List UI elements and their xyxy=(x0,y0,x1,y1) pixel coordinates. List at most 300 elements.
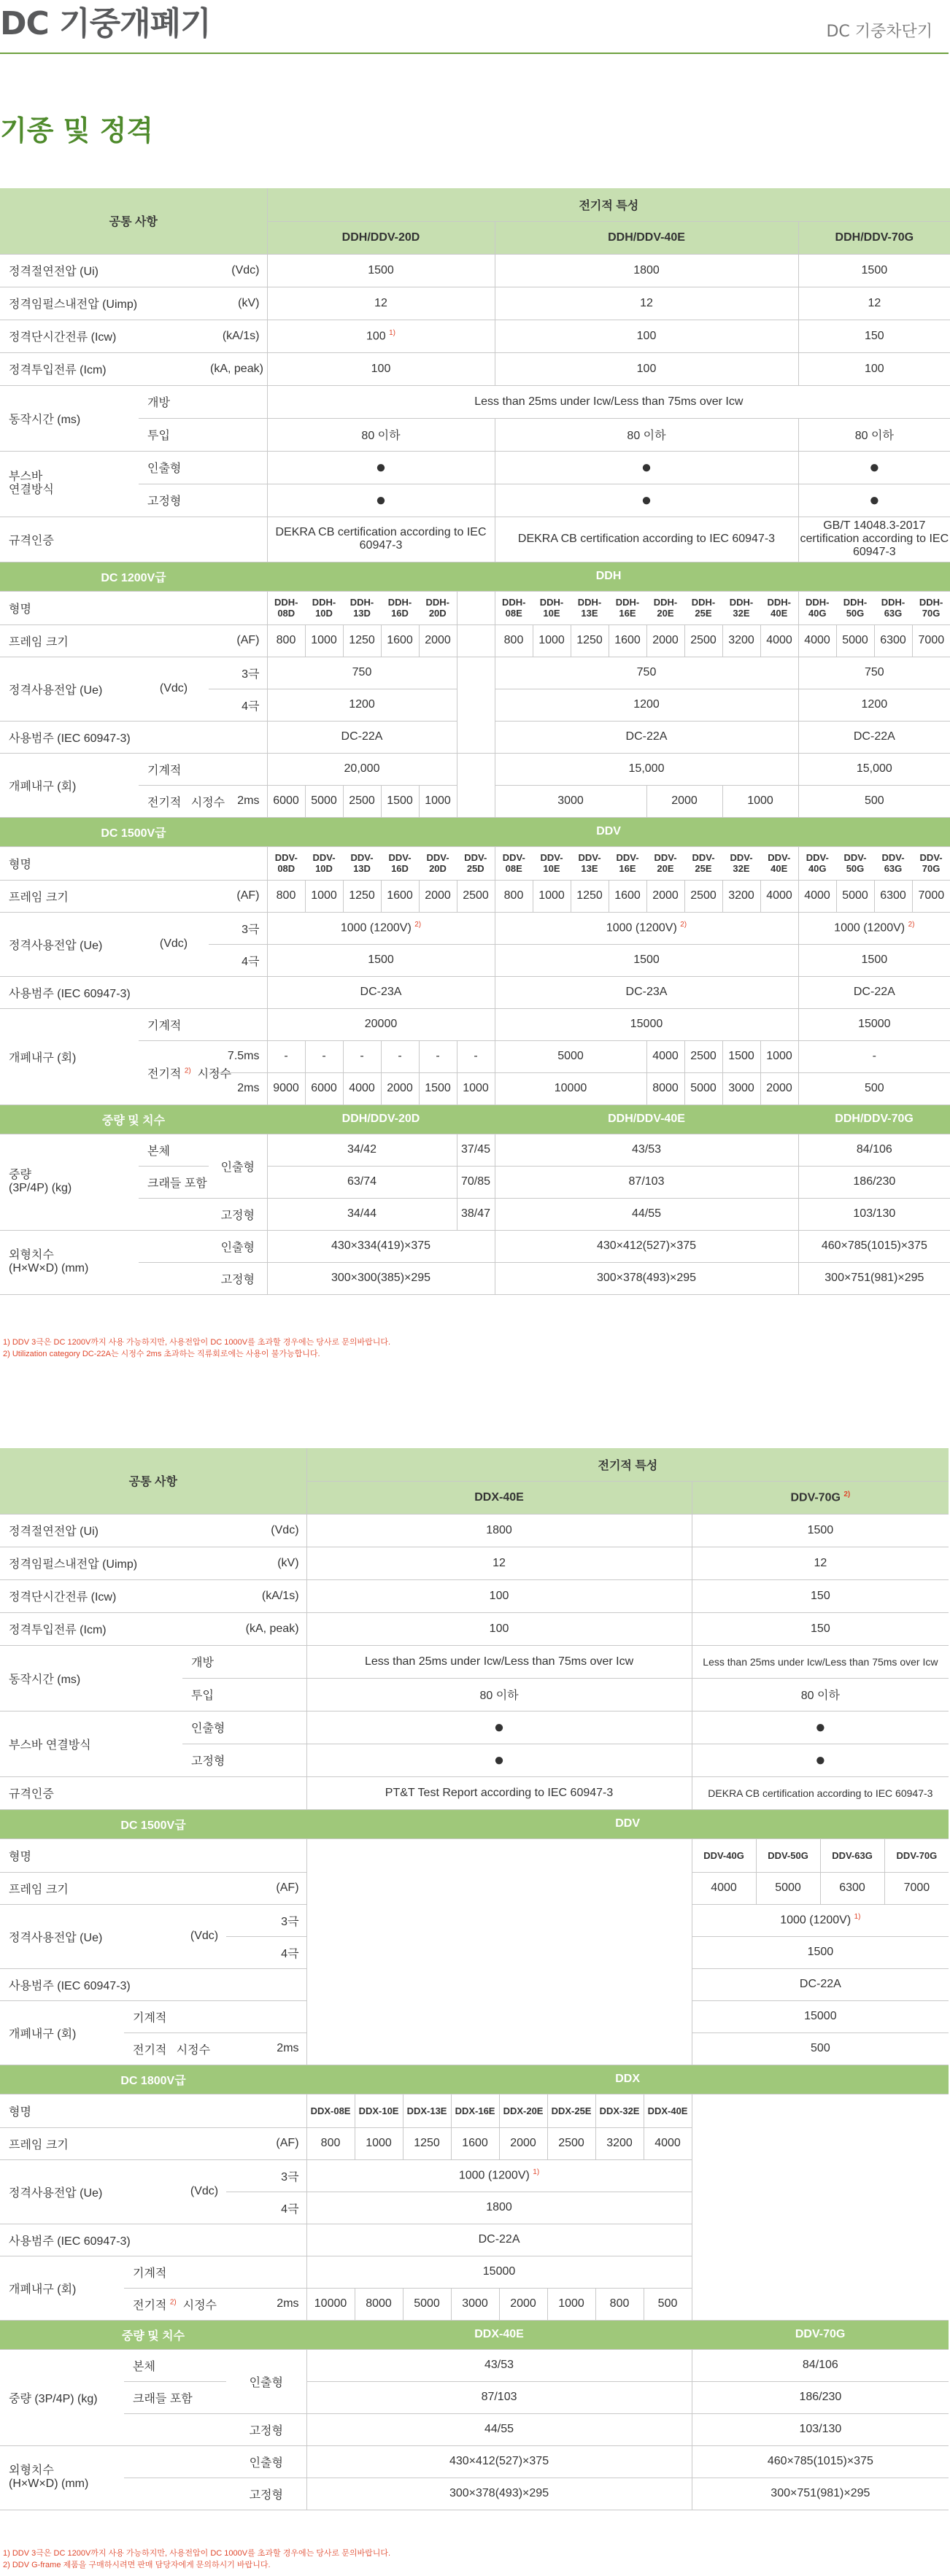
row-sublabel: 기계적 xyxy=(139,1008,267,1040)
cell: 3000 xyxy=(451,2288,499,2320)
row-label: 정격단시간전류 (Icw) xyxy=(0,1579,226,1612)
row-label: 동작시간 (ms) xyxy=(0,1645,182,1711)
row-sublabel: 고정형 xyxy=(139,484,267,517)
cell: 1000 xyxy=(722,785,798,817)
model-cell: DDX-32E xyxy=(595,2094,644,2127)
cell: 430×412(527)×375 xyxy=(306,2445,692,2478)
cell: 87/103 xyxy=(306,2381,692,2413)
dc1500-ue3 xyxy=(0,912,950,944)
model-cell: DDV-08D xyxy=(267,846,305,880)
title-divider xyxy=(0,53,949,54)
cell: 100 $^{1)}$ xyxy=(267,320,495,352)
bullet-icon: ● xyxy=(798,451,950,484)
cell: 7000 xyxy=(884,1872,949,1904)
row-sublabel: 인출형 xyxy=(139,451,267,484)
dims-outer-draw xyxy=(0,1230,950,1262)
cell: 100 xyxy=(306,1579,692,1612)
row-label: 외형치수 (H×W×D) (mm) xyxy=(0,2445,124,2510)
row-unit: 2ms xyxy=(226,2288,306,2320)
cell: 4000 xyxy=(798,624,836,657)
cell: 10000 xyxy=(306,2288,355,2320)
dc1500-models xyxy=(0,846,950,880)
cell: 12 xyxy=(306,1547,692,1579)
row-unit: 2ms xyxy=(226,2032,306,2065)
cell: 5000 xyxy=(684,1072,722,1105)
row-sublabel: 기계적 xyxy=(124,2256,306,2288)
cell: DEKRA CB certification according to IEC 60947-3 xyxy=(267,517,495,562)
empty-cell xyxy=(457,657,495,753)
row-label: 규격인증 xyxy=(0,1776,306,1809)
cell: 1250 xyxy=(571,880,609,912)
cell: 2000 xyxy=(760,1072,798,1105)
model-cell: DDX-10E xyxy=(355,2094,403,2127)
cell: 43/53 xyxy=(306,2349,692,2381)
cell: 44/55 xyxy=(306,2413,692,2445)
model-cell: DDV-25D xyxy=(457,846,495,880)
row-sublabel: 고정형 xyxy=(226,2478,306,2510)
cell: 1000 xyxy=(419,785,457,817)
row-sublabel: 전기적 시정수 xyxy=(124,2032,226,2065)
row-uimp xyxy=(0,1547,949,1579)
cell: 5000 xyxy=(403,2288,451,2320)
model-cell: DDV-13E xyxy=(571,846,609,880)
cell: DEKRA CB certification according to IEC 60947-3 xyxy=(495,517,798,562)
row-label: 사용범주 (IEC 60947-3) xyxy=(0,976,267,1008)
model-cell: DDV-20E xyxy=(646,846,684,880)
dims-fixed xyxy=(0,1198,950,1230)
row-label: 정격사용전압 (Ue) xyxy=(0,912,139,976)
cell: 84/106 xyxy=(798,1134,950,1166)
cell: 800 xyxy=(495,624,533,657)
row-icw xyxy=(0,320,950,352)
row-label: 정격단시간전류 (Icw) xyxy=(0,320,209,352)
cell: 3000 xyxy=(495,785,646,817)
row-sublabel: 고정형 xyxy=(226,2413,306,2445)
model-header-70g: DDH/DDV-70G xyxy=(798,221,950,254)
cell: 80 이하 xyxy=(692,1678,949,1711)
cell: 6300 xyxy=(874,624,912,657)
row-sublabel: 3극 xyxy=(209,912,267,944)
row-op-close xyxy=(0,418,950,451)
row-label: 정격사용전압 (Ue) xyxy=(0,657,139,721)
model-cell: DDX-13E xyxy=(403,2094,451,2127)
cell: 3200 xyxy=(595,2127,644,2159)
dc1500-elec-75 xyxy=(0,1040,950,1072)
row-sublabel: 3극 xyxy=(209,657,267,689)
row-unit: (Vdc) xyxy=(226,1514,306,1547)
page-title: DC 기중개폐기 xyxy=(0,5,211,42)
cell: 460×785(1015)×375 xyxy=(692,2445,949,2478)
cell: 750 xyxy=(798,657,950,689)
cell: DC-23A xyxy=(267,976,495,1008)
row-label: 프레임 크기 xyxy=(0,880,209,912)
cell: - xyxy=(419,1040,457,1072)
row-ui xyxy=(0,1514,949,1547)
bullet-icon: ● xyxy=(692,1711,949,1744)
cell: DC-22A xyxy=(798,976,950,1008)
model-cell: DDH-70G xyxy=(912,591,950,624)
empty-cell xyxy=(457,591,495,624)
row-unit: 2ms xyxy=(209,785,267,817)
model-cell: DDH-40E xyxy=(760,591,798,624)
cell: 1000 (1200V) $^{2)}$ xyxy=(495,912,798,944)
cell: 2000 xyxy=(646,624,684,657)
cell: - xyxy=(305,1040,343,1072)
grade-label: 중량 및 치수 xyxy=(0,2320,306,2349)
series-label: DDX xyxy=(306,2065,949,2094)
cell: 20,000 xyxy=(267,753,457,785)
row-icm xyxy=(0,352,950,385)
cell: 38/47 xyxy=(457,1198,495,1230)
cell: Less than 25ms under Icw/Less than 75ms over Icw xyxy=(267,385,950,418)
dc1800-header xyxy=(0,2065,949,2094)
cell: 15000 xyxy=(798,1008,950,1040)
row-op-open xyxy=(0,385,950,418)
row-unit: (kA, peak) xyxy=(209,352,267,385)
common-header: 공통 사항 xyxy=(0,1448,306,1514)
row-icm xyxy=(0,1612,949,1645)
row-sublabel: 전기적 시정수 xyxy=(139,785,209,817)
cell: 2000 xyxy=(419,880,457,912)
model-header: DDX-40E xyxy=(306,2320,692,2349)
model-cell: DDX-08E xyxy=(306,2094,355,2127)
cell: 4000 xyxy=(644,2127,692,2159)
cell: 5000 xyxy=(836,624,874,657)
empty-cell xyxy=(306,1838,692,2065)
cell: Less than 25ms under Icw/Less than 75ms over Icw xyxy=(306,1645,692,1678)
cell: 4000 xyxy=(646,1040,684,1072)
dc1500-frames xyxy=(0,880,950,912)
cell: 300×751(981)×295 xyxy=(798,1262,950,1294)
cell: 6000 xyxy=(305,1072,343,1105)
row-sublabel: 3극 xyxy=(226,1904,306,1936)
row-sublabel: 개방 xyxy=(139,385,267,418)
model-cell: DDH-10D xyxy=(305,591,343,624)
cell: 4000 xyxy=(798,880,836,912)
cell: 1500 xyxy=(798,944,950,976)
cell: 12 xyxy=(692,1547,949,1579)
cell: 87/103 xyxy=(495,1166,798,1198)
cell: 430×412(527)×375 xyxy=(495,1230,798,1262)
model-cell: DDV-50G xyxy=(836,846,874,880)
cell: 1500 xyxy=(798,254,950,287)
cell: 8000 xyxy=(646,1072,684,1105)
row-label: 정격사용전압 (Ue) xyxy=(0,2159,182,2224)
bullet-icon: ● xyxy=(306,1711,692,1744)
cell: 1800 xyxy=(306,2192,692,2224)
row-unit: (kA/1s) xyxy=(226,1579,306,1612)
series-label: DDV xyxy=(267,817,950,846)
cell: 6000 xyxy=(267,785,305,817)
model-cell: DDV-13D xyxy=(343,846,381,880)
elec-header: 전기적 특성 xyxy=(267,188,950,221)
row-label: 개폐내구 (회) xyxy=(0,2000,124,2065)
row-sublabel: 투입 xyxy=(182,1678,306,1711)
cell: 1000 xyxy=(533,624,571,657)
cell: 2000 xyxy=(419,624,457,657)
model-cell: DDV-10E xyxy=(533,846,571,880)
row-label: 부스바 연결방식 xyxy=(0,451,139,517)
row-unit: (AF) xyxy=(209,624,267,657)
bullet-icon: ● xyxy=(495,451,798,484)
model-cell: DDV-20D xyxy=(419,846,457,880)
row-label: 중량 (3P/4P) (kg) xyxy=(0,1134,139,1230)
row-unit: (Vdc) xyxy=(139,912,209,976)
row-bus-draw xyxy=(0,451,950,484)
model-cell: DDV-40G xyxy=(798,846,836,880)
cell: 1000 xyxy=(305,624,343,657)
dc1200-header xyxy=(0,562,950,591)
grade-label: DC 1500V급 xyxy=(0,1809,306,1838)
cell: 1500 xyxy=(692,1514,949,1547)
row-sublabel: 고정형 xyxy=(209,1198,267,1230)
cell: 2000 xyxy=(499,2127,547,2159)
model-cell: DDH-16E xyxy=(609,591,646,624)
cell: 5000 xyxy=(305,785,343,817)
cell: 150 xyxy=(798,320,950,352)
row-label: 정격절연전압 (Ui) xyxy=(0,1514,226,1547)
grade-label: DC 1200V급 xyxy=(0,562,267,591)
cell: - xyxy=(798,1040,950,1072)
cell: 500 xyxy=(798,1072,950,1105)
model-cell: DDX-16E xyxy=(451,2094,499,2127)
row-uimp xyxy=(0,287,950,320)
cell: 84/106 xyxy=(692,2349,949,2381)
model-cell: DDV-40E xyxy=(760,846,798,880)
row-sublabel: 3극 xyxy=(226,2159,306,2192)
cell: 70/85 xyxy=(457,1166,495,1198)
model-cell: DDV-25E xyxy=(684,846,722,880)
cell: 2500 xyxy=(684,1040,722,1072)
model-cell: DDV-70G xyxy=(884,1838,949,1872)
model-cell: DDV-16D xyxy=(381,846,419,880)
cell: PT&T Test Report according to IEC 60947-3 xyxy=(306,1776,692,1809)
row-label: 사용범주 (IEC 60947-3) xyxy=(0,1968,306,2000)
row-label: 사용범주 (IEC 60947-3) xyxy=(0,2224,306,2256)
dims-header xyxy=(0,2320,949,2349)
cell: 15000 xyxy=(495,1008,798,1040)
row-sublabel: 인출형 xyxy=(226,2349,306,2413)
row-label: 중량 (3P/4P) (kg) xyxy=(0,2349,124,2445)
dims-cradle xyxy=(0,1166,950,1198)
cell: 103/130 xyxy=(692,2413,949,2445)
cell: 80 이하 xyxy=(495,418,798,451)
model-header: DDH/DDV-20D xyxy=(267,1105,495,1134)
row-unit: (kV) xyxy=(226,1547,306,1579)
cell: 5000 xyxy=(756,1872,820,1904)
cell: 2000 xyxy=(381,1072,419,1105)
cell: 6300 xyxy=(874,880,912,912)
model-cell: DDX-40E xyxy=(644,2094,692,2127)
empty-cell xyxy=(457,753,495,817)
cell: 300×378(493)×295 xyxy=(306,2478,692,2510)
cell: 150 xyxy=(692,1612,949,1645)
cell: 1250 xyxy=(571,624,609,657)
row-label: 프레임 크기 xyxy=(0,624,209,657)
row-sublabel: 인출형 xyxy=(182,1711,306,1744)
dims-outer-fixed xyxy=(0,2478,949,2510)
cell: 4000 xyxy=(343,1072,381,1105)
dc1200-mech xyxy=(0,753,950,785)
cell: 1000 xyxy=(547,2288,595,2320)
cell: 4000 xyxy=(760,880,798,912)
row-cert xyxy=(0,517,950,562)
cell: DC-23A xyxy=(495,976,798,1008)
cell: 3000 xyxy=(722,1072,760,1105)
row-bus-fixed xyxy=(0,484,950,517)
model-cell: DDV-63G xyxy=(820,1838,884,1872)
cell: DC-22A xyxy=(798,721,950,753)
grade-label: DC 1800V급 xyxy=(0,2065,306,2094)
cell: 1600 xyxy=(609,624,646,657)
model-header: DDH/DDV-70G xyxy=(798,1105,950,1134)
dc1500-header xyxy=(0,1809,949,1838)
row-unit: (AF) xyxy=(226,1872,306,1904)
cell: 800 xyxy=(495,880,533,912)
cell: 63/74 xyxy=(267,1166,457,1198)
cell: 15,000 xyxy=(495,753,798,785)
cell: 1200 xyxy=(267,689,457,721)
row-label: 형명 xyxy=(0,2094,306,2127)
row-sublabel: 전기적 $^{2)}$ 시정수 xyxy=(139,1040,209,1105)
row-label: 프레임 크기 xyxy=(0,1872,226,1904)
breadcrumb: DC 기중차단기 xyxy=(826,23,932,41)
cell: DEKRA CB certification according to IEC 60947-3 xyxy=(692,1776,949,1809)
dims-fixed xyxy=(0,2413,949,2445)
cell: 5000 xyxy=(495,1040,646,1072)
footnote-2: 1) DDV 3극은 DC 1200V까지 사용 가능하지만, 사용전압이 DC 1000V를 초과할 경우에는 당사로 문의바랍니다. 2) DDV G-frame 제품을 구매하시려면 판매 담당자에게 문의하시기 바랍니다. xyxy=(3,2549,391,2569)
cell: 1500 xyxy=(419,1072,457,1105)
model-cell: DDH-10E xyxy=(533,591,571,624)
cell: 15,000 xyxy=(798,753,950,785)
dc1200-models xyxy=(0,591,950,624)
cell: 2000 xyxy=(499,2288,547,2320)
dims-cradle xyxy=(0,2381,949,2413)
common-header: 공통 사항 xyxy=(0,188,267,254)
cell: 500 xyxy=(644,2288,692,2320)
row-label: 정격임펄스내전압 (Uimp) xyxy=(0,287,209,320)
cell: 430×334(419)×375 xyxy=(267,1230,495,1262)
cell: - xyxy=(343,1040,381,1072)
model-cell: DDH-13D xyxy=(343,591,381,624)
cell: 80 이하 xyxy=(267,418,495,451)
dc1500-mech xyxy=(0,1008,950,1040)
row-sublabel: 크래들 포함 xyxy=(124,2381,226,2413)
cell: 44/55 xyxy=(495,1198,798,1230)
cell: 1000 (1200V) $^{1)}$ xyxy=(306,2159,692,2192)
cell: - xyxy=(457,1040,495,1072)
row-unit: (kA/1s) xyxy=(209,320,267,352)
cell: 34/42 xyxy=(267,1134,457,1166)
model-header-ddv70g: DDV-70G $^{2)}$ xyxy=(692,1481,949,1514)
row-label: 형명 xyxy=(0,846,267,880)
cell: 186/230 xyxy=(692,2381,949,2413)
cell: - xyxy=(381,1040,419,1072)
cell: 2000 xyxy=(646,880,684,912)
cell: 20000 xyxy=(267,1008,495,1040)
cell: 1000 xyxy=(760,1040,798,1072)
model-cell: DDH-63G xyxy=(874,591,912,624)
bullet-icon: ● xyxy=(798,484,950,517)
row-sublabel: 인출형 xyxy=(209,1230,267,1262)
model-cell: DDH-20E xyxy=(646,591,684,624)
cell: 12 xyxy=(798,287,950,320)
model-cell: DDH-08E xyxy=(495,591,533,624)
empty-cell xyxy=(692,2094,949,2320)
dc1500-cat xyxy=(0,976,950,1008)
cell: 1000 (1200V) $^{1)}$ xyxy=(692,1904,949,1936)
row-sublabel: 4극 xyxy=(209,944,267,976)
cell: 800 xyxy=(267,624,305,657)
row-label: 개폐내구 (회) xyxy=(0,753,139,817)
cell: 1000 (1200V) $^{2)}$ xyxy=(267,912,495,944)
cell: 34/44 xyxy=(267,1198,457,1230)
cell: 300×300(385)×295 xyxy=(267,1262,495,1294)
cell: 1000 xyxy=(533,880,571,912)
cell: 10000 xyxy=(495,1072,646,1105)
row-label: 개폐내구 (회) xyxy=(0,2256,124,2320)
cell: 100 xyxy=(798,352,950,385)
dc1200-frames xyxy=(0,624,950,657)
row-unit: (Vdc) xyxy=(209,254,267,287)
cell: 2500 xyxy=(343,785,381,817)
cell: 8000 xyxy=(355,2288,403,2320)
row-label: 형명 xyxy=(0,1838,306,1872)
model-cell: DDH-40G xyxy=(798,591,836,624)
row-label: 개폐내구 (회) xyxy=(0,1008,139,1105)
cell: 5000 xyxy=(836,880,874,912)
cell: 37/45 xyxy=(457,1134,495,1166)
cell: 3200 xyxy=(722,624,760,657)
row-sublabel: 투입 xyxy=(139,418,267,451)
row-sublabel: 개방 xyxy=(182,1645,306,1678)
cell: DC-22A xyxy=(495,721,798,753)
row-label: 프레임 크기 xyxy=(0,2127,226,2159)
row-unit: (Vdc) xyxy=(139,657,209,721)
cell: 300×751(981)×295 xyxy=(692,2478,949,2510)
row-label: 정격투입전류 (Icm) xyxy=(0,352,209,385)
row-sublabel: 인출형 xyxy=(226,2445,306,2478)
model-cell: DDX-20E xyxy=(499,2094,547,2127)
empty-cell xyxy=(457,624,495,657)
cell: 1800 xyxy=(306,1514,692,1547)
bullet-icon: ● xyxy=(267,484,495,517)
model-cell: DDH-25E xyxy=(684,591,722,624)
cell: 1500 xyxy=(267,254,495,287)
cell: 750 xyxy=(267,657,457,689)
cell: 1500 xyxy=(692,1936,949,1968)
cell: 1000 (1200V) $^{2)}$ xyxy=(798,912,950,944)
model-cell: DDV-63G xyxy=(874,846,912,880)
model-header: DDH/DDV-40E xyxy=(495,1105,798,1134)
series-label: DDH xyxy=(267,562,950,591)
dims-outer-fixed xyxy=(0,1262,950,1294)
row-ui xyxy=(0,254,950,287)
dims-body xyxy=(0,1134,950,1166)
series-label: DDV xyxy=(306,1809,949,1838)
row-unit: (Vdc) xyxy=(182,1904,226,1968)
cell: 1500 xyxy=(495,944,798,976)
model-header: DDV-70G xyxy=(692,2320,949,2349)
model-cell: DDV-70G xyxy=(912,846,950,880)
cell: 800 xyxy=(267,880,305,912)
row-label: 사용범주 (IEC 60947-3) xyxy=(0,721,267,753)
cell: 1600 xyxy=(381,880,419,912)
dc1200-ue3 xyxy=(0,657,950,689)
cell: GB/T 14048.3-2017 certification according to IEC 60947-3 xyxy=(798,517,950,562)
model-cell: DDH-32E xyxy=(722,591,760,624)
cell: DC-22A xyxy=(306,2224,692,2256)
